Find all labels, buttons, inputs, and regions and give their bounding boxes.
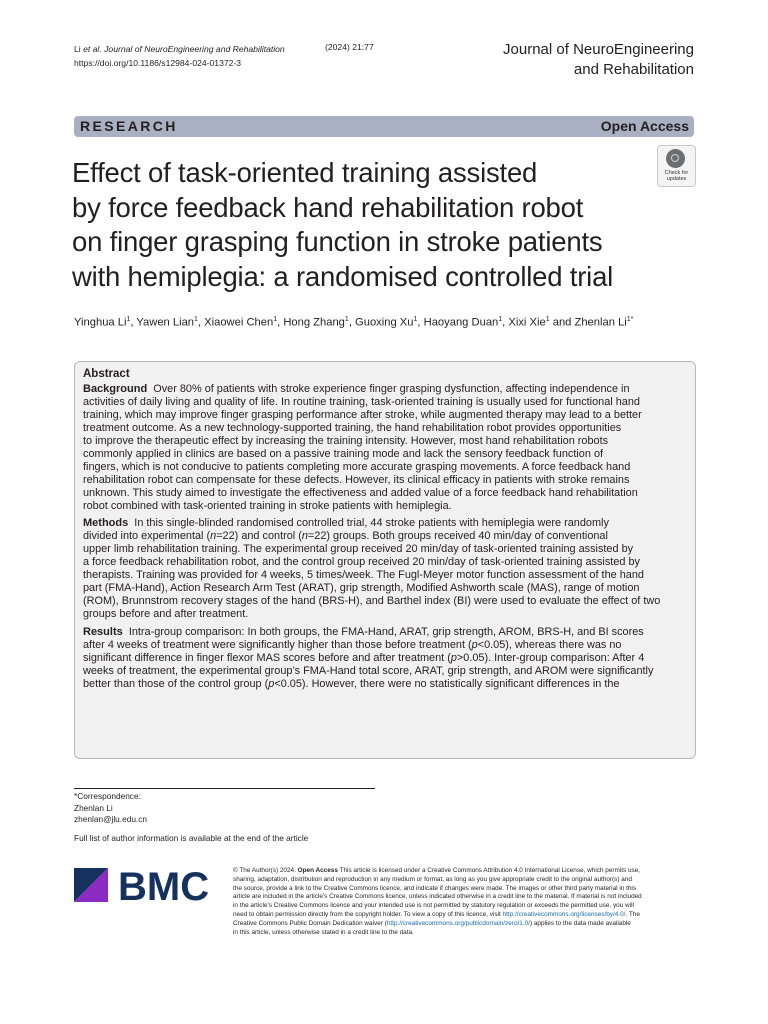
background-text: training, which may improve finger grasping performance after stroke, while augmented therapy may lead to a better [83, 408, 642, 421]
check-line2: updates [666, 176, 687, 182]
license-text: in this article, unless otherwise stated in a credit line to the data. [233, 928, 414, 936]
license-open-access: Open Access [297, 867, 338, 874]
correspondence-name: Zhenlan Li [74, 802, 113, 813]
author-name[interactable]: Xixi Xie [508, 316, 546, 329]
results-text: after 4 weeks of treatment were significantly higher than those before treatment ( [83, 639, 472, 652]
methods-text: In this single-blinded randomised controlled trial, 44 stroke patients with hemiplegia were randomly [134, 517, 609, 530]
author-affiliation: 1 [126, 316, 131, 323]
background-text: Over 80% of patients with stroke experience finger grasping dysfunction, affecting independence in [153, 382, 630, 395]
license-text: the source, provide a link to the Creative Commons licence, and indicate if changes were made. The images or other third party material in this [233, 884, 637, 892]
results-text: better than those of the control group ( [83, 677, 269, 690]
license-text: Creative Commons Public Domain Dedication waiver ( [233, 919, 387, 927]
p-variable: p [268, 677, 275, 690]
methods-text: (ROM), Brunnstrom recovery stages of the hand (BRS-H), and Barthel index (BI) were used to evaluate the effect of two [83, 595, 661, 608]
author-affiliation: 1 [498, 316, 503, 323]
p-variable: p [450, 652, 457, 665]
background-text: robot combined with task-oriented training in stroke patients with hemiplegia. [83, 499, 452, 512]
crossmark-icon [666, 149, 685, 168]
article-type-label: RESEARCH [80, 118, 178, 134]
cc-waiver-link[interactable]: http://creativecommons.org/publicdomain/zero/1.0/ [386, 919, 530, 927]
p-variable: p [471, 639, 478, 652]
author-affiliation: 1 [344, 316, 349, 323]
license-text: need to obtain permission directly from the copyright holder. [233, 910, 403, 918]
results-text: weeks of treatment, the experimental group’s FMA-Hand total score, ARAT, grip strength, and AROM were significantly [83, 664, 654, 677]
abstract-background [83, 383, 685, 513]
methods-label: Methods [83, 517, 129, 530]
results-text: significant difference in finger flexor MAS scores before and after treatment ( [83, 652, 451, 665]
abstract-box [74, 361, 696, 759]
title-line: on finger grasping function in stroke patients [72, 226, 603, 257]
article-type-banner [74, 116, 694, 137]
author-name[interactable]: Yawen Lian [136, 316, 195, 329]
author-affiliation: 1 [194, 316, 198, 323]
license-text: article are included in the article’s Creative Commons licence, unless indicated otherwise in a credit line to the material. If material is not included [233, 893, 642, 901]
results-text: <0.05), whereas there was no [477, 639, 622, 652]
author-name[interactable]: Zhenlan Li [574, 316, 627, 329]
journal-title-line2: and Rehabilitation [573, 61, 694, 78]
abstract-results [83, 626, 685, 691]
background-text: fingers, which is not conducive to patients completing more accurate grasping movements. A force feedback hand [83, 460, 631, 473]
running-header [74, 42, 285, 70]
background-label: Background [83, 382, 148, 395]
check-for-updates-text [658, 170, 695, 182]
article-title [72, 156, 652, 294]
title-line: with hemiplegia: a randomised controlled trial [72, 260, 614, 292]
journal-title [503, 40, 694, 80]
citation-line [74, 42, 285, 56]
n-variable: n [210, 530, 217, 543]
author-conjunction: and [552, 316, 572, 329]
methods-text: upper limb rehabilitation training. The experimental group received 20 min/day of task-oriented training assisted by [83, 543, 634, 556]
author-name[interactable]: Xiaowei Chen [204, 316, 274, 329]
title-line: Effect of task-oriented training assisted [72, 157, 538, 188]
background-text: unknown. This study aimed to investigate the effectiveness and added value of a force feedback hand rehabilitation [83, 486, 638, 499]
year-volume: (2024) 21:77 [325, 42, 374, 52]
license-text: . The [625, 910, 640, 918]
results-text: Intra-group comparison: In both groups, the FMA-Hand, ARAT, grip strength, AROM, BRS-H, and BI scores [128, 626, 644, 639]
background-text: to improve the therapeutic effect by increasing the training intensity. However, most hand rehabilitation robots [83, 434, 609, 447]
author-name[interactable]: Guoxing Xu [355, 316, 414, 329]
author-affiliation: 1 [413, 316, 418, 323]
header-author: Li [74, 44, 81, 54]
author-affiliation: 1* [626, 316, 634, 323]
methods-text: =22) and control ( [216, 530, 302, 543]
author-affiliation: 1 [545, 316, 550, 323]
author-name[interactable]: Hong Zhang [283, 316, 345, 329]
author-name[interactable]: Yinghua Li [74, 316, 127, 329]
background-text: rehabilitation robot can compensate for these defects. However, its clinical efficacy in patients with stroke remains [83, 473, 630, 486]
journal-title-line1: Journal of NeuroEngineering [503, 41, 694, 58]
n-variable: n [301, 530, 308, 543]
check-line1: Check for [664, 170, 689, 176]
methods-text: groups before and after treatment. [83, 608, 249, 621]
title-line: by force feedback hand rehabilitation robot [72, 191, 584, 223]
author-name[interactable]: Haoyang Duan [423, 316, 499, 329]
license-text: sharing, adaptation, distribution and reproduction in any medium or format, as long as you give appropriate credit to the original author(s) and [233, 875, 632, 883]
doi-link[interactable]: https://doi.org/10.1186/s12984-024-01372-3 [74, 58, 242, 68]
author-info-note: Full list of author information is available at the end of the article [74, 833, 309, 843]
license-text: To view a copy of this licence, visit [403, 910, 501, 918]
background-text: activities of daily living and quality of life. In routine training, task-oriented training is usually used for functional hand [83, 395, 640, 408]
results-text: >0.05). Inter-group comparison: After 4 [456, 652, 645, 665]
background-text: commonly applied in clinics are based on a passive training mode and lack the sensory feedback function of [83, 447, 604, 460]
open-access-label: Open Access [600, 118, 689, 134]
logo-text: BMC [118, 866, 210, 906]
license-statement [233, 867, 695, 937]
correspondence-block [74, 791, 147, 826]
correspondence-label: *Correspondence: [74, 791, 141, 801]
license-text: This article is licensed under a Creative Commons Attribution 4.0 International License, which permits use, [339, 867, 641, 874]
license-lead: © The Author(s) 2024. [233, 867, 296, 874]
methods-text: divided into experimental ( [83, 530, 211, 543]
header-journal: Journal of NeuroEngineering and Rehabilitation [104, 44, 285, 54]
footnote-divider [74, 788, 375, 789]
results-label: Results [83, 626, 123, 639]
abstract-methods [83, 517, 685, 621]
author-affiliation: 1 [273, 316, 278, 323]
methods-text: part (FMA-Hand), Action Research Arm Test (ARAT), grip strength, Modified Ashworth scale (MAS), range of motion [83, 582, 640, 595]
correspondence-email[interactable]: zhenlan@jlu.edu.cn [74, 814, 148, 824]
abstract-heading: Abstract [83, 368, 130, 380]
results-text: <0.05). However, there were no statistically significant differences in the [274, 677, 620, 690]
author-list: Yinghua Li$^1$, Yawen Lian$^1$, Xiaowei Chen$^1$, Hong Zhang$^1$, Guoxing Xu$^1$, Haoyang Duan$^1$, Xixi Xie$^1$ and Zhenlan $Li^{1*}$ [74, 316, 634, 329]
background-text: treatment outcome. As a new technology-supported training, the hand rehabilitation robot provides opportunities [83, 421, 622, 434]
methods-text: =22) groups. Both groups received 40 min/day of conventional [307, 530, 608, 543]
check-for-updates-badge[interactable] [657, 145, 696, 187]
methods-text: therapists. Training was provided for 4 weeks, 5 times/week. The Fugl-Meyer motor function assessment of the hand [83, 569, 644, 582]
license-text: ) applies to the data made available [529, 919, 631, 927]
methods-text: a force feedback rehabilitation robot, and the control group received 20 min/day of task-oriented training assisted by [83, 556, 640, 569]
header-et-al: et al. [83, 44, 102, 54]
bmc-logo [74, 866, 214, 906]
license-text: in the article’s Creative Commons licence and your intended use is not permitted by statutory regulation or exceeds the permitted use, you will [233, 902, 634, 910]
cc-license-link[interactable]: http://creativecommons.org/licenses/by/4.0/ [502, 910, 626, 918]
